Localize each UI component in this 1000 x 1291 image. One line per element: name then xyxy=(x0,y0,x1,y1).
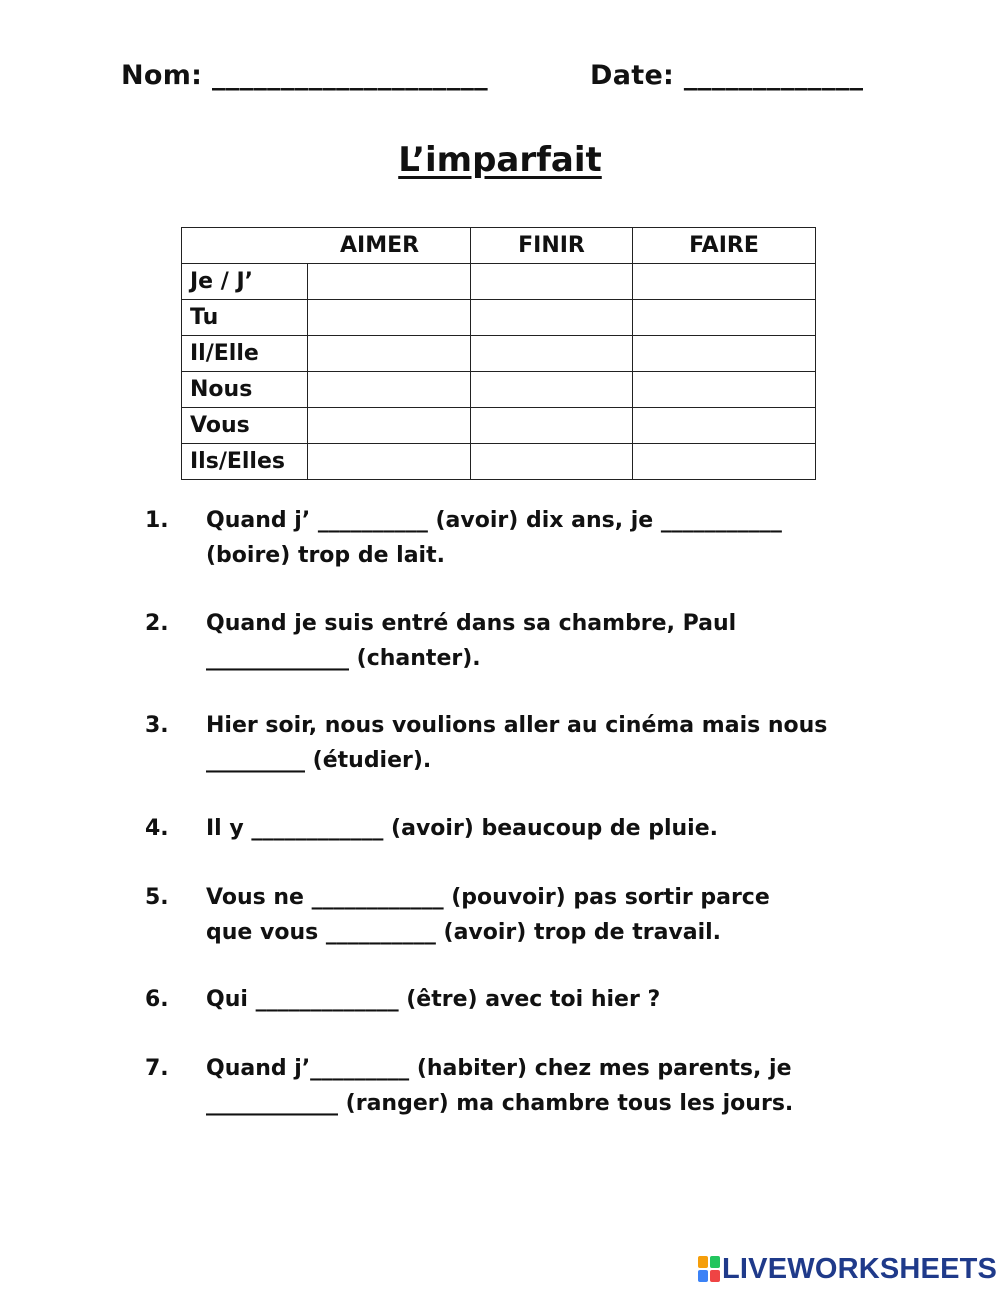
question-line: Quand je suis entré dans sa chambre, Paul xyxy=(206,611,737,636)
column-header-finir: FINIR xyxy=(471,228,633,264)
answer-cell-finir[interactable] xyxy=(471,408,633,444)
question-line: Quand j’ __________ (avoir) dix ans, je ___________ xyxy=(206,508,782,533)
question-line: ____________ (ranger) ma chambre tous les jours. xyxy=(206,1091,794,1116)
answer-cell-finir[interactable] xyxy=(471,336,633,372)
answer-cell-faire[interactable] xyxy=(633,300,816,336)
question-line: (boire) trop de lait. xyxy=(206,543,445,568)
question-line: Quand j’_________ (habiter) chez mes parents, je xyxy=(206,1056,792,1081)
page-title: L’imparfait xyxy=(398,140,602,180)
question-number: 5. xyxy=(145,885,169,910)
answer-cell-faire[interactable] xyxy=(633,336,816,372)
answer-cell-finir[interactable] xyxy=(471,444,633,480)
date-field-label: Date: _____________ xyxy=(590,60,864,91)
question-line: Il y ____________ (avoir) beaucoup de pluie. xyxy=(206,816,719,841)
pronoun-cell: Il/Elle xyxy=(182,336,308,372)
question-number: 1. xyxy=(145,508,169,533)
pronoun-cell: Ils/Elles xyxy=(182,444,308,480)
answer-cell-finir[interactable] xyxy=(471,372,633,408)
answer-cell-aimer[interactable] xyxy=(308,264,471,300)
pronoun-cell: Vous xyxy=(182,408,308,444)
question-line: Vous ne ____________ (pouvoir) pas sortir parce xyxy=(206,885,770,910)
table-row xyxy=(182,264,816,300)
table-row xyxy=(182,444,816,480)
table-row xyxy=(182,336,816,372)
pronoun-cell: Nous xyxy=(182,372,308,408)
column-header-faire: FAIRE xyxy=(633,228,816,264)
question-line: _____________ (chanter). xyxy=(206,646,481,671)
question-text xyxy=(206,982,866,1017)
liveworksheets-logo xyxy=(698,1252,997,1286)
question-number: 3. xyxy=(145,713,169,738)
question-line: Qui _____________ (être) avec toi hier ? xyxy=(206,987,661,1012)
question-text xyxy=(206,503,866,573)
question-number: 7. xyxy=(145,1056,169,1081)
question-number: 6. xyxy=(145,987,169,1012)
table-row xyxy=(182,300,816,336)
answer-cell-finir[interactable] xyxy=(471,300,633,336)
answer-cell-faire[interactable] xyxy=(633,408,816,444)
answer-cell-faire[interactable] xyxy=(633,372,816,408)
question-line: Hier soir, nous voulions aller au cinéma mais nous xyxy=(206,713,828,738)
answer-cell-aimer[interactable] xyxy=(308,336,471,372)
logo-square xyxy=(698,1256,708,1268)
question-text xyxy=(206,880,866,950)
column-header-aimer: AIMER xyxy=(182,228,471,264)
question-number: 4. xyxy=(145,816,169,841)
answer-cell-faire[interactable] xyxy=(633,264,816,300)
question-number: 2. xyxy=(145,611,169,636)
pronoun-cell: Je / J’ xyxy=(182,264,308,300)
question-text xyxy=(206,708,866,778)
liveworksheets-icon xyxy=(698,1256,720,1282)
table-header-row xyxy=(182,228,816,264)
logo-square xyxy=(710,1270,720,1282)
brand-name: LIVEWORKSHEETS xyxy=(722,1252,998,1285)
question-text xyxy=(206,606,866,676)
question-line: que vous __________ (avoir) trop de travail. xyxy=(206,920,722,945)
question-text xyxy=(206,1051,866,1121)
conjugation-table xyxy=(181,227,816,480)
table-row xyxy=(182,372,816,408)
name-field-label: Nom: ____________________ xyxy=(121,60,488,91)
answer-cell-aimer[interactable] xyxy=(308,300,471,336)
answer-cell-aimer[interactable] xyxy=(308,408,471,444)
table-row xyxy=(182,408,816,444)
logo-square xyxy=(710,1256,720,1268)
pronoun-cell: Tu xyxy=(182,300,308,336)
answer-cell-finir[interactable] xyxy=(471,264,633,300)
logo-square xyxy=(698,1270,708,1282)
answer-cell-aimer[interactable] xyxy=(308,372,471,408)
answer-cell-aimer[interactable] xyxy=(308,444,471,480)
question-line: _________ (étudier). xyxy=(206,748,432,773)
question-text xyxy=(206,811,866,846)
answer-cell-faire[interactable] xyxy=(633,444,816,480)
